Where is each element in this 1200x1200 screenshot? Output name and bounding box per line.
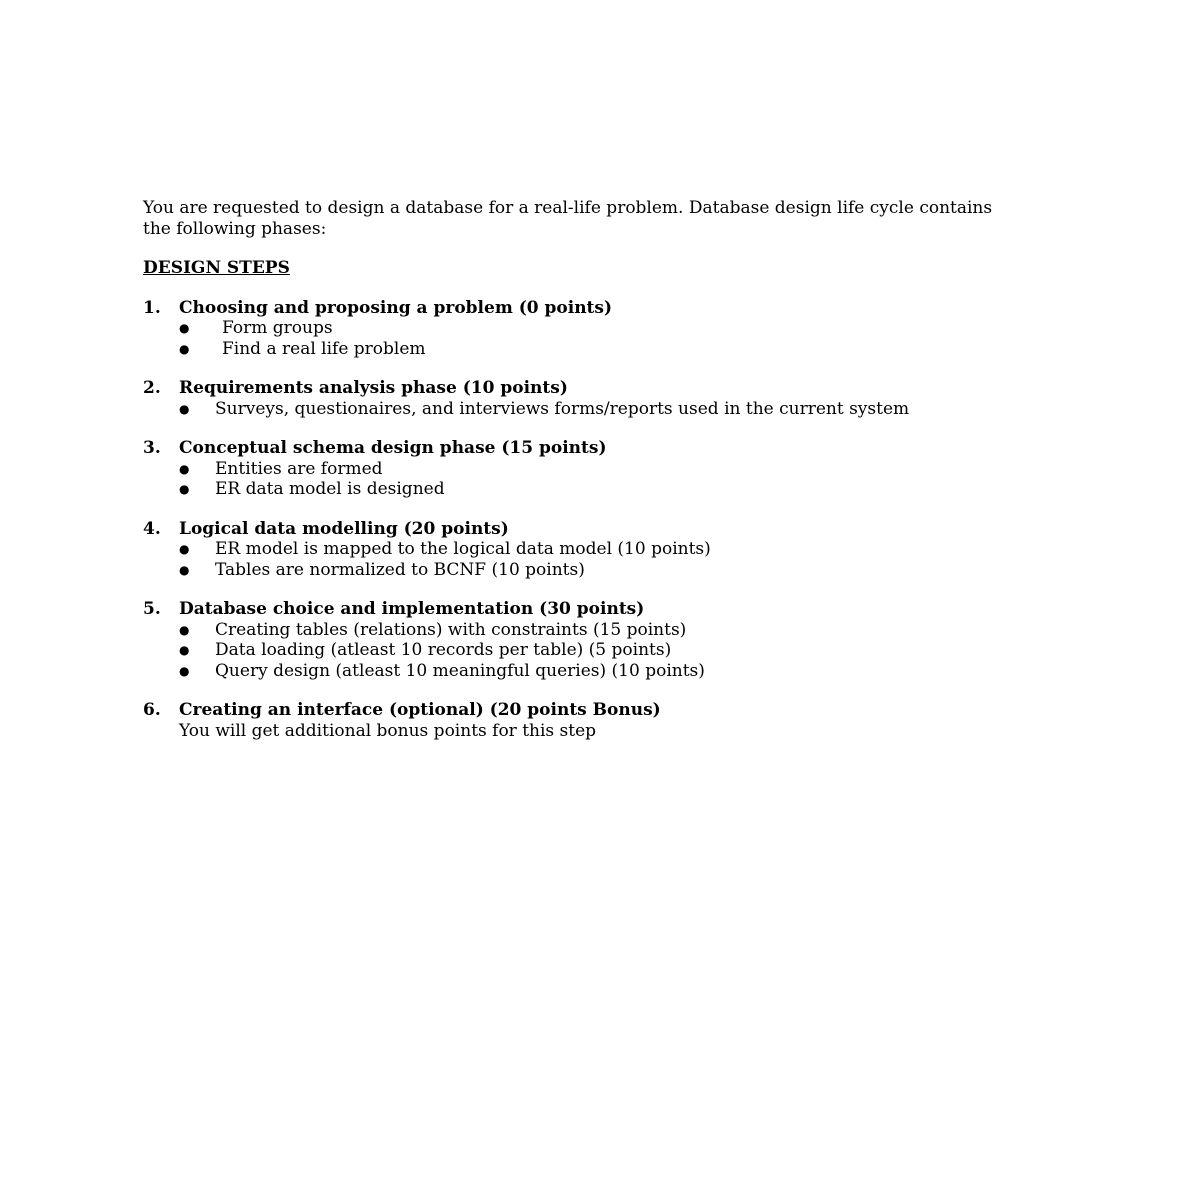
step-title: Database choice and implementation (30 points) xyxy=(179,599,645,619)
bullet-list xyxy=(143,539,1043,580)
list-item xyxy=(179,459,1043,480)
list-item xyxy=(179,318,1043,339)
bullet-icon: ● xyxy=(179,341,190,356)
bullet-icon: ● xyxy=(179,663,190,678)
step-title: Conceptual schema design phase (15 points) xyxy=(179,438,607,458)
bullet-list xyxy=(143,318,1043,359)
step-heading xyxy=(143,378,1043,399)
step-3 xyxy=(143,438,1043,500)
bullet-text: Tables are normalized to BCNF (10 points) xyxy=(215,559,585,580)
bullet-text: Find a real life problem xyxy=(222,338,426,359)
bullet-list xyxy=(143,459,1043,500)
step-heading xyxy=(143,700,1043,721)
bullet-text: Surveys, questionaires, and interviews forms/reports used in the current system xyxy=(215,398,910,419)
step-number: 6. xyxy=(143,700,161,720)
step-heading xyxy=(143,599,1043,620)
list-item xyxy=(179,539,1043,560)
intro-paragraph: You are requested to design a database for a real-life problem. Database design life cycle contains the following phases: xyxy=(143,198,993,239)
step-6 xyxy=(143,700,1043,741)
bullet-text: Entities are formed xyxy=(215,458,383,479)
list-item xyxy=(179,479,1043,500)
step-title: Choosing and proposing a problem (0 points) xyxy=(179,297,613,318)
step-title: Logical data modelling (20 points) xyxy=(179,518,509,539)
list-item xyxy=(179,640,1043,661)
bullet-icon: ● xyxy=(179,482,190,496)
step-1 xyxy=(143,298,1043,360)
bullet-text: ER model is mapped to the logical data model (10 points) xyxy=(215,539,711,559)
bullet-text: Form groups xyxy=(222,318,333,338)
bullet-text: Data loading (atleast 10 records per table) (5 points) xyxy=(215,640,672,660)
step-number: 3. xyxy=(143,438,161,458)
bullet-icon: ● xyxy=(179,321,190,335)
bullet-icon: ● xyxy=(179,562,190,577)
list-item xyxy=(179,661,1043,682)
bullet-icon: ● xyxy=(179,643,190,657)
bullet-icon: ● xyxy=(179,461,190,476)
section-heading: DESIGN STEPS xyxy=(143,258,290,278)
steps-list xyxy=(143,298,1043,742)
bullet-icon: ● xyxy=(179,401,190,416)
step-heading xyxy=(143,438,1043,459)
step-number: 1. xyxy=(143,297,161,318)
bullet-text: Query design (atleast 10 meaningful queries) (10 points) xyxy=(215,660,705,681)
step-number: 5. xyxy=(143,599,161,619)
step-note: You will get additional bonus points for this step xyxy=(179,720,597,741)
bullet-icon: ● xyxy=(179,542,190,556)
step-heading xyxy=(143,519,1043,540)
list-item xyxy=(179,339,1043,360)
step-4 xyxy=(143,519,1043,581)
bullet-list xyxy=(143,620,1043,682)
step-title: Requirements analysis phase (10 points) xyxy=(179,378,568,398)
bullet-icon: ● xyxy=(179,622,190,637)
document-page xyxy=(143,198,1043,760)
bullet-text: Creating tables (relations) with constraints (15 points) xyxy=(215,619,687,640)
bullet-list xyxy=(143,399,1043,420)
step-title: Creating an interface (optional) (20 points Bonus) xyxy=(179,700,661,720)
step-number: 4. xyxy=(143,518,161,539)
step-5 xyxy=(143,599,1043,681)
list-item xyxy=(179,560,1043,581)
bullet-text: ER data model is designed xyxy=(215,479,445,499)
list-item xyxy=(179,399,1043,420)
step-number: 2. xyxy=(143,378,161,398)
step-heading xyxy=(143,298,1043,319)
list-item xyxy=(179,620,1043,641)
step-2 xyxy=(143,378,1043,419)
